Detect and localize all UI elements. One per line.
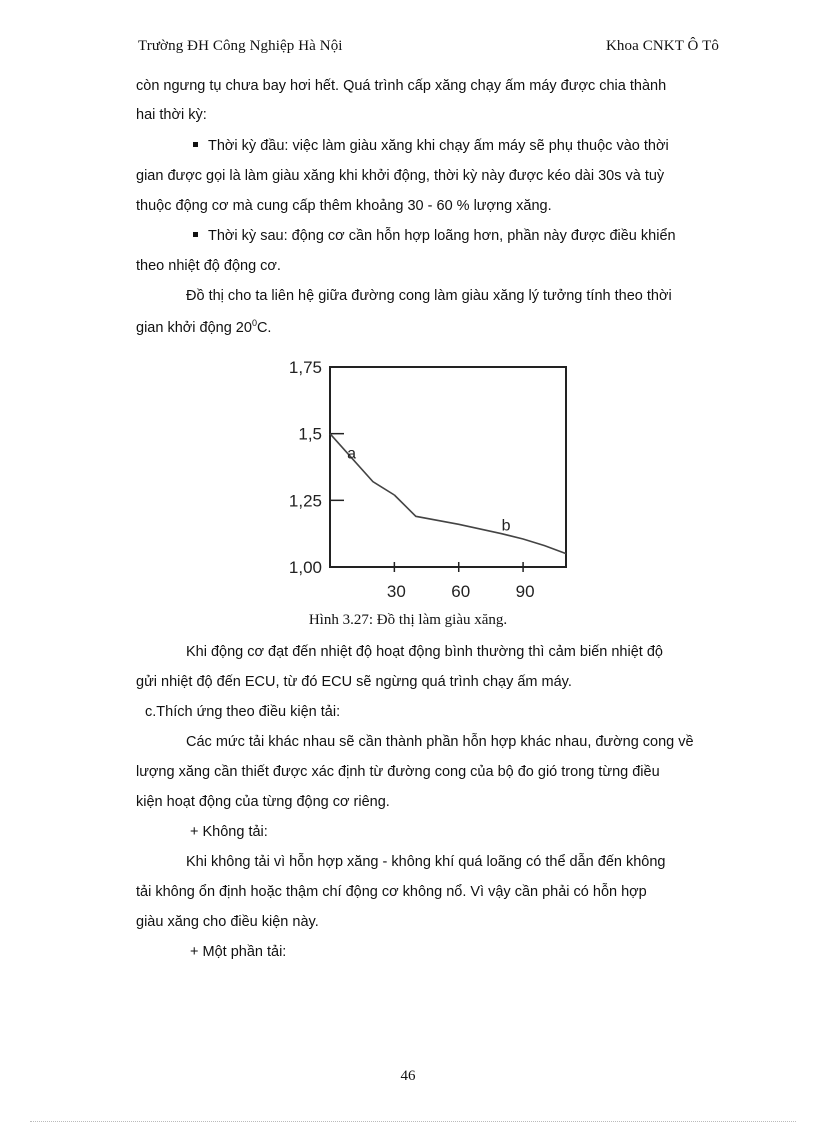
page-number: 46 (400, 1068, 416, 1084)
para2-line2 (136, 318, 271, 336)
bullet1-line1 (193, 138, 669, 154)
series-label-b: b (501, 517, 511, 535)
header-department: Khoa CNKT Ô Tô (606, 38, 719, 54)
bullet1-text: Thời kỳ đầu: việc làm giàu xăng khi chạy ấm máy sẽ phụ thuộc vào thời (208, 138, 669, 154)
series-label-a: a (347, 445, 357, 463)
item-partial-load: + Một phần tải: (190, 944, 287, 960)
y-tick-label: 1,75 (288, 358, 322, 377)
para2-line1: Đồ thị cho ta liên hệ giữa đường cong làm giàu xăng lý tưởng tính theo thời (186, 288, 672, 304)
y-tick-label: 1,25 (288, 491, 322, 511)
x-tick-label: 60 (451, 582, 471, 601)
para5-line2: tải không ổn định hoặc thậm chí động cơ không nổ. Vì vậy cần phải có hỗn hợp (136, 884, 647, 900)
para2-superscript: 0 (251, 318, 257, 328)
para5-line1: Khi không tải vì hỗn hợp xăng - không khí quá loãng có thể dẫn đến không (186, 854, 666, 870)
bullet1-line2: gian được gọi là làm giàu xăng khi khởi động, thời kỳ này được kéo dài 30s và tuỳ (136, 168, 665, 184)
para2-text-b: C. (256, 319, 272, 336)
bullet-icon (193, 142, 198, 147)
section-c-heading: c.Thích ứng theo điều kiện tải: (145, 704, 341, 720)
bullet2-text: Thời kỳ sau: động cơ cần hỗn hợp loãng hơn, phần này được điều khiển (208, 228, 676, 244)
x-tick-label: 30 (386, 582, 406, 601)
figure-caption: Hình 3.27: Đồ thị làm giàu xăng. (308, 612, 508, 628)
plot-frame (330, 367, 566, 567)
para5-line3: giàu xăng cho điều kiện này. (136, 914, 319, 930)
para3-line1: Khi động cơ đạt đến nhiệt độ hoạt động bình thường thì cảm biến nhiệt độ (186, 644, 663, 660)
y-tick-label: 1,00 (288, 558, 322, 577)
page-bottom-border (30, 1121, 796, 1122)
bullet-icon (193, 232, 198, 237)
para4-line1: Các mức tải khác nhau sẽ cần thành phần hỗn hợp khác nhau, đường cong về (186, 734, 694, 750)
para1-line2: hai thời kỳ: (136, 107, 207, 123)
para1-line1: còn ngưng tụ chưa bay hơi hết. Quá trình cấp xăng chạy ấm máy được chia thành (136, 78, 667, 94)
x-tick-label: 90 (515, 582, 535, 601)
series-line-a (330, 434, 394, 495)
enrichment-chart (270, 355, 590, 605)
para3-line2: gửi nhiệt độ đến ECU, từ đó ECU sẽ ngừng quá trình chạy ấm máy. (136, 674, 572, 690)
para4-line3: kiện hoạt động của từng động cơ riêng. (136, 794, 390, 810)
bullet1-line3: thuộc động cơ mà cung cấp thêm khoảng 30 - 60 % lượng xăng. (136, 198, 552, 214)
para2-text-a: gian khởi động 20 (136, 319, 252, 336)
bullet2-line2: theo nhiệt độ động cơ. (136, 258, 281, 274)
bullet2-line1 (193, 228, 676, 244)
y-tick-label: 1,5 (298, 424, 322, 444)
series-line-b (394, 495, 566, 554)
para4-line2: lượng xăng cần thiết được xác định từ đường cong của bộ đo gió trong từng điều (136, 764, 660, 780)
header-school: Trường ĐH Công Nghiệp Hà Nội (138, 38, 343, 54)
item-idle: + Không tải: (190, 824, 268, 840)
